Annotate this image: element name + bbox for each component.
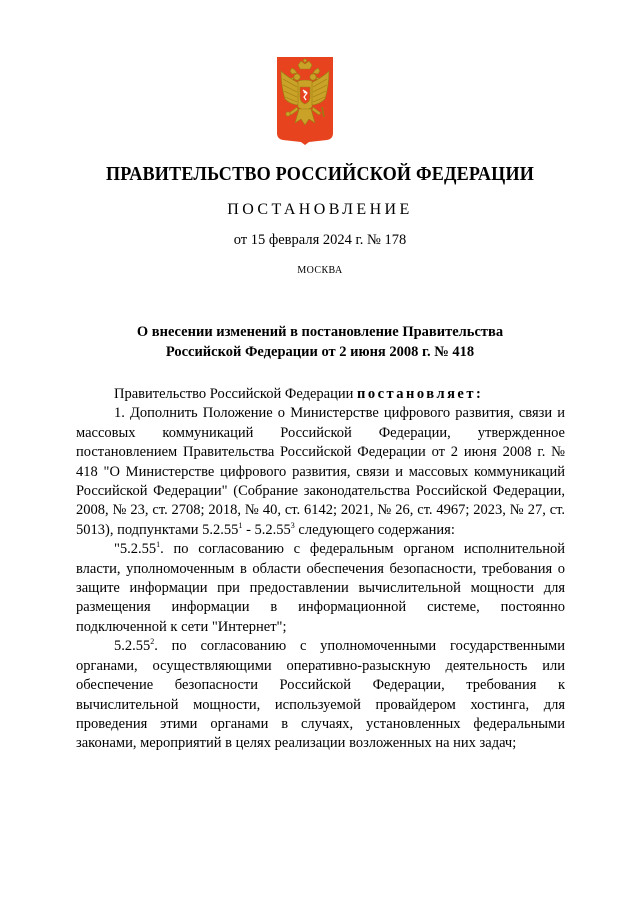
subitem-2-text: . по согласованию с уполномоченными государственными органами, осуществляющими оперативно-разыскную деятельность или обеспечение безопасности Российской Федерации, требования к вычислительной мощности, используемой провайдером хостинга, для проведения этими органами в случаях, установленных федеральными законами, мероприятий в целях реализации возложенных на них задач; <box>76 638 565 752</box>
resolves-keyword: постановляет: <box>356 386 484 402</box>
document-subject <box>0 322 640 362</box>
coat-of-arms-icon <box>277 57 333 145</box>
subitem-1 <box>76 540 565 637</box>
paragraph-1-text: 1. Дополнить Положение о Министерстве цифрового развития, связи и массовых коммуникаций Российской Федерации, утвержденное постановлением Правительства Российской Федерации от 2 июня 2008 г. № 418 "О Министерстве цифрового развития, связи и массовых коммуникаций Российской Федерации" (Собрание законодательства Российской Федерации, 2008, № 23, ст. 2708; 2018, № 40, ст. 6142; 2021, № 26, ст. 4967; 2023, № 27, ст. 5013), подпунктами 5.2.55 <box>76 405 565 538</box>
paragraph-1-sup-1: 1 <box>238 520 243 530</box>
subject-line-2: Российской Федерации от 2 июня 2008 г. № 418 <box>165 344 475 360</box>
subitem-1-number: "5.2.55 <box>114 541 157 558</box>
subitem-2-sup: 2 <box>150 637 155 647</box>
subitem-2 <box>76 637 565 753</box>
document-date-number: от 15 февраля 2024 г. № 178 <box>233 232 407 248</box>
paragraph-1-end: следующего содержания: <box>294 521 455 538</box>
document-city: МОСКВА <box>297 265 343 276</box>
subject-line-1: О внесении изменений в постановление Правительства <box>136 324 504 340</box>
subitem-2-number: 5.2.55 <box>114 638 151 655</box>
government-title: ПРАВИТЕЛЬСТВО РОССИЙСКОЙ ФЕДЕРАЦИИ <box>105 164 535 185</box>
subitem-1-sup: 1 <box>156 540 161 550</box>
document-body <box>76 385 565 754</box>
paragraph-1-sup-2: 3 <box>290 520 295 530</box>
document-type: ПОСТАНОВЛЕНИЕ <box>227 201 413 218</box>
intro-text: Правительство Российской Федерации <box>114 386 357 402</box>
paragraph-1 <box>76 404 565 540</box>
intro-paragraph <box>76 385 565 404</box>
paragraph-1-mid: - 5.2.55 <box>242 521 291 538</box>
subitem-1-text: . по согласованию с федеральным органом исполнительной власти, уполномоченным в области обеспечения безопасности, требования о защите информации при предоставлении вычислительной мощности для размещения информации в информационной системе, постоянно подключенной к сети "Интернет"; <box>76 541 565 635</box>
